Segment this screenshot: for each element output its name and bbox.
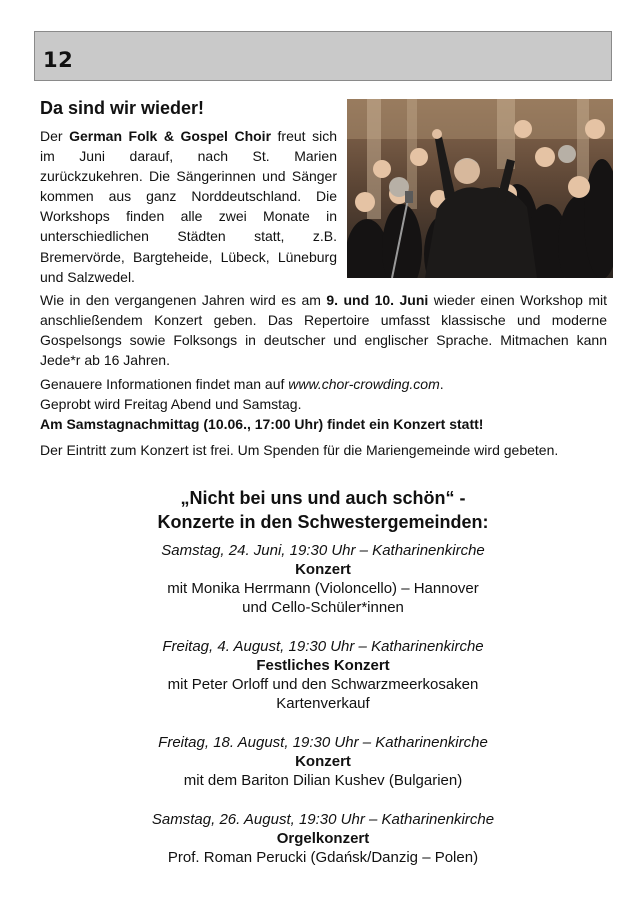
info-url: www.chor-crowding.com <box>288 376 440 392</box>
concert-detail: mit Peter Orloff und den Schwarzmeerkosaken <box>167 676 479 693</box>
concert-title: Konzert <box>295 753 351 770</box>
choir-photo <box>347 99 613 278</box>
concert-detail: Prof. Roman Perucki (Gdańsk/Danzig – Polen) <box>167 849 479 866</box>
concert-date-time: Freitag, 18. August, 19:30 Uhr – Katharinenkirche <box>158 734 488 751</box>
choir-photo-illustration <box>347 99 613 278</box>
concerts-heading-line2: Konzerte in den Schwestergemeinden: <box>157 512 489 532</box>
concert-date-time: Freitag, 4. August, 19:30 Uhr – Katharinenkirche <box>162 638 484 655</box>
workshop-rest: wieder einen Workshop mit anschließendem Konzert geben. Das Repertoire umfasst klassische und moderne Gospelsongs sowie Folksongs in deutscher und englischer Sprache. Mitmachen kann Jede*r ab 16 Jahren. <box>40 292 608 369</box>
info-suffix: . <box>439 376 444 392</box>
intro-paragraph <box>40 126 337 287</box>
page-number: 12 <box>43 48 74 72</box>
concert-detail: mit dem Bariton Dilian Kushev (Bulgarien) <box>183 772 463 789</box>
concert-title: Orgelkonzert <box>276 830 370 847</box>
choir-name: German Folk & Gospel Choir <box>69 128 272 144</box>
concerts-heading-line1: „Nicht bei uns und auch schön“ - <box>180 488 466 508</box>
concert-detail: Kartenverkauf <box>276 695 370 712</box>
concert-title: Festliches Konzert <box>256 657 390 674</box>
rehearsal-line: Geprobt wird Freitag Abend und Samstag. <box>40 396 302 413</box>
concert-date-time: Samstag, 26. August, 19:30 Uhr – Katharinenkirche <box>151 811 495 828</box>
concert-date-time: Samstag, 24. Juni, 19:30 Uhr – Katharinenkirche <box>161 542 485 559</box>
info-prefix: Genauere Informationen findet man auf <box>40 376 289 392</box>
concert-event <box>34 637 612 713</box>
workshop-dates: 9. und 10. Juni <box>326 292 429 308</box>
intro-rest: freut sich im Juni darauf, nach St. Marien zurückzukehren. Die Sängerinnen und Sänger kommen aus ganz Norddeutschland. Die Workshops finden alle zwei Monate in unterschiedlichen Städten statt, z.B. Bremervörde, Bargteheide, Lübeck, Lüneburg und Salzwedel. <box>40 128 337 285</box>
concert-detail: mit Monika Herrmann (Violoncello) – Hannover <box>167 580 479 597</box>
concert-list <box>34 541 612 887</box>
info-paragraph <box>40 374 607 434</box>
concert-title: Konzert <box>295 561 351 578</box>
info-line <box>40 374 607 394</box>
concert-notice: Am Samstagnachmittag (10.06., 17:00 Uhr) findet ein Konzert statt! <box>40 416 484 433</box>
intro-prefix: Der <box>40 128 70 144</box>
concert-detail: und Cello-Schüler*innen <box>242 599 404 616</box>
concert-event <box>34 733 612 790</box>
admission-paragraph: Der Eintritt zum Konzert ist frei. Um Spenden für die Mariengemeinde wird gebeten. <box>40 442 559 458</box>
workshop-paragraph <box>40 290 607 370</box>
page-header-bar <box>34 31 612 81</box>
concert-event <box>34 541 612 617</box>
concert-event <box>34 810 612 867</box>
workshop-prefix: Wie in den vergangenen Jahren wird es am <box>40 292 327 308</box>
article-headline: Da sind wir wieder! <box>40 98 205 118</box>
